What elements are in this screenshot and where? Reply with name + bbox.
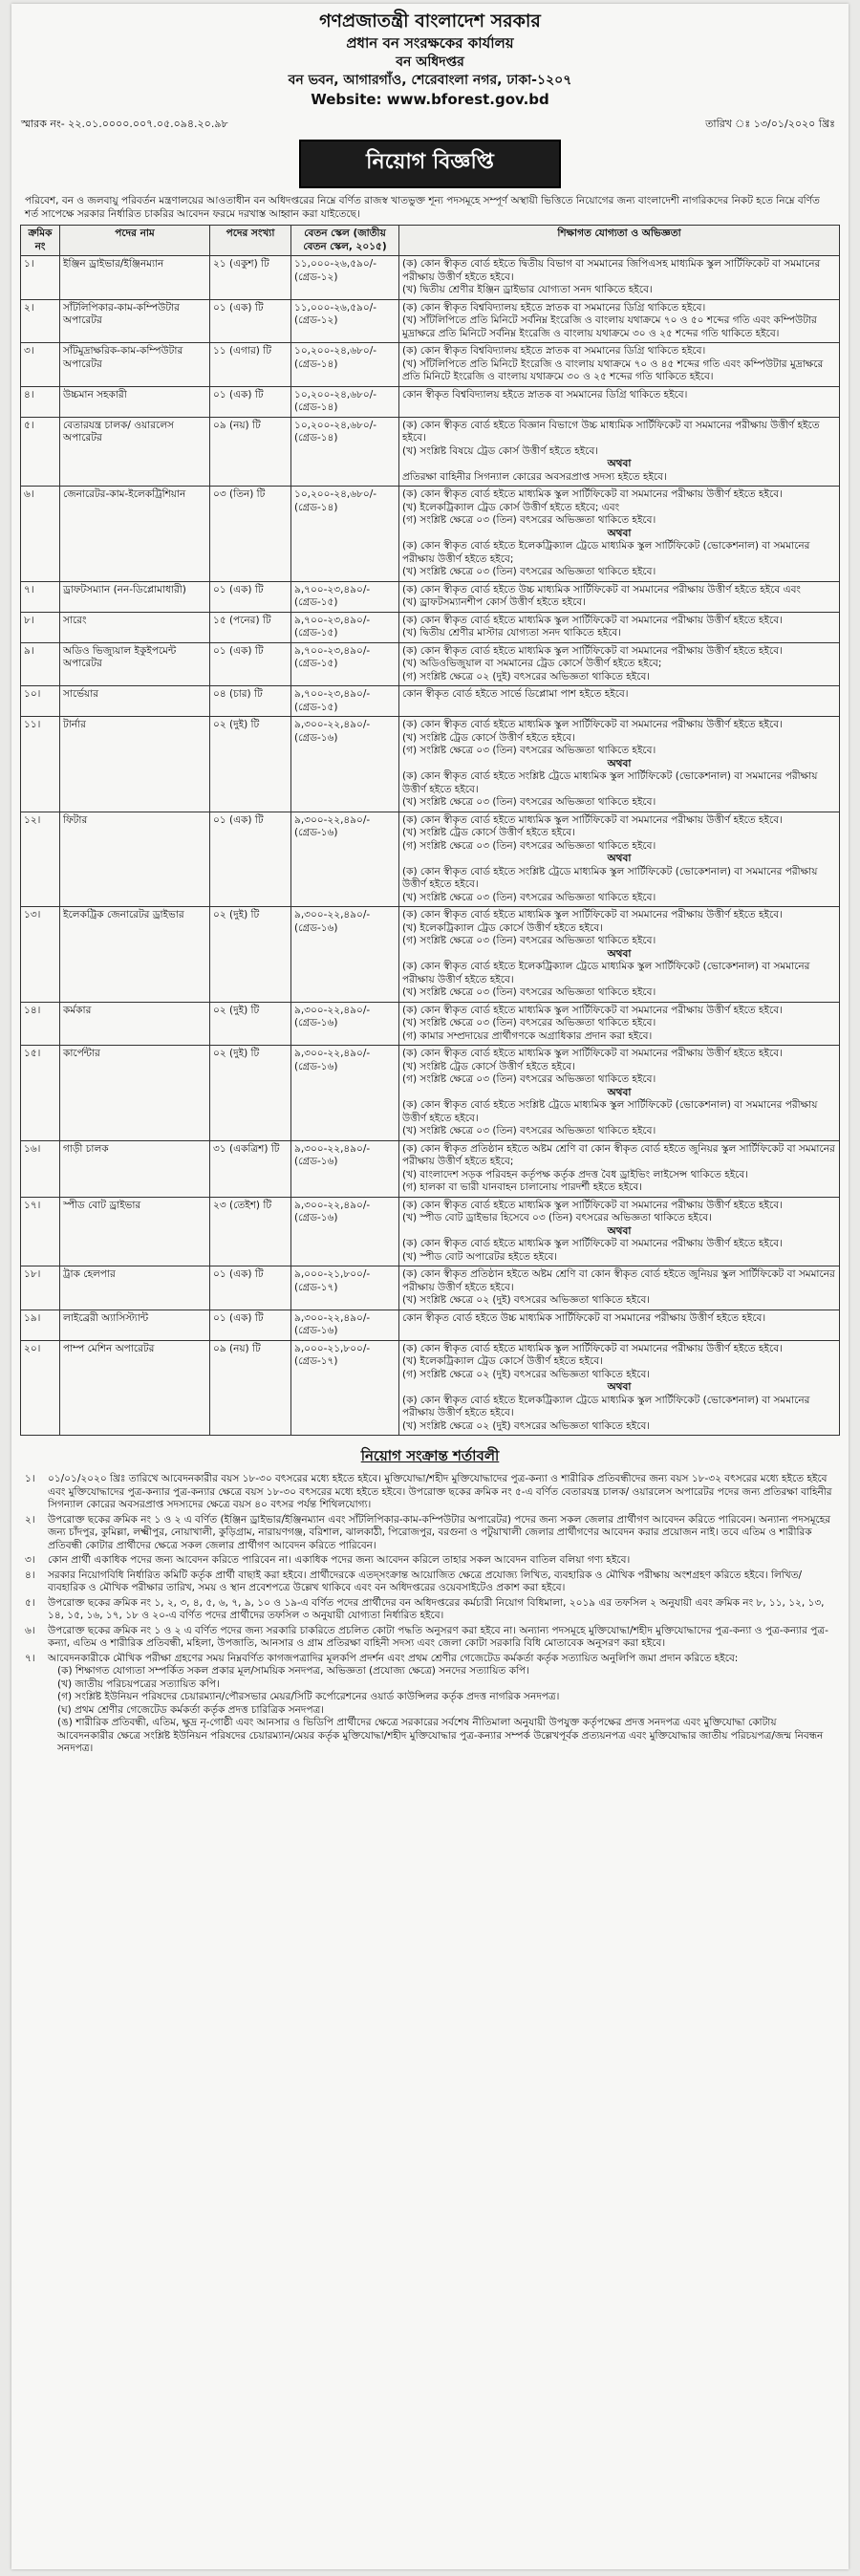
cell-serial: ১৯। <box>21 1310 60 1340</box>
term-text: আবেদনকারীকে মৌখিক পরীক্ষা গ্রহণের সময় নিম্নবর্ণিত কাগজপত্রাদির মূলকপি প্রদর্শন এবং প্রথম শ্রেণীর গেজেটেড কর্মকর্তা কর্তৃক সত্যায়িত অনুলিপি জমা প্রদান করিতে হইবে: <box>48 1652 739 1664</box>
cell-qualification <box>399 581 840 612</box>
office-address: বন ভবন, আগারগাঁও, শেরেবাংলা নগর, ঢাকা-১২০৭ <box>288 73 572 88</box>
cell-post-name: লাইব্রেরী অ্যাসিস্ট্যান্ট <box>60 1310 210 1340</box>
term-text-block <box>48 1625 835 1651</box>
cell-post-count: ০১ (এক) টি <box>210 386 291 417</box>
qualification-line: (খ) সংশ্লিষ্ট বিষয়ে ট্রেড কোর্স উত্তীর্ণ হইতে হইবে। <box>402 444 599 457</box>
qualification-line: (গ) সংশ্লিষ্ট ক্ষেত্রে ০২ (দুই) বৎসরের অভিজ্ঞতা থাকিতে হইবে। <box>402 670 651 682</box>
table-row <box>21 1310 840 1340</box>
cell-serial: ১৪। <box>21 1002 60 1046</box>
qualification-line: (খ) দ্বিতীয় শ্রেণীর মাস্টার যোগ্যতা সনদ থাকিতে হইবে। <box>402 627 622 639</box>
cell-post-count: ০৩ (তিন) টি <box>210 487 291 582</box>
qualification-line: অথবা <box>607 458 632 469</box>
qualification-line: (ক) কোন স্বীকৃত বোর্ড হইতে মাধ্যমিক স্কুল সার্টিফিকেট বা সমমানের পরীক্ষায় উত্তীর্ণ হইতে হইবে। <box>402 1048 783 1059</box>
cell-post-count: ০২ (দুই) টি <box>210 1002 291 1046</box>
cell-pay-scale: ৯,৩০০-২২,৪৯০/- (গ্রেড-১৬) <box>291 812 399 907</box>
intro-paragraph: পরিবেশ, বন ও জলবায়ু পরিবর্তন মন্ত্রণালয়ের আওতাধীন বন অধিদপ্তরের নিম্নে বর্ণিত রাজস্ব খাতভুক্ত শূন্য পদসমূহে সম্পূর্ণ অস্থায়ী ভিত্তিতে নিয়োগের জন্য বাংলাদেশী নাগরিকদের নিকট হতে নিম্নে বর্ণিত শর্ত সাপেক্ষে সরকার নির্ধারিত চাকরির আবেদন ফরমে দরখাস্ত আহ্বান করা যাইতেছে। <box>25 195 820 220</box>
table-row <box>21 686 840 717</box>
qualification-line: (গ) সংশ্লিষ্ট ক্ষেত্রে ০৩ (তিন) বৎসরের অভিজ্ঞতা থাকিতে হইবে। <box>402 745 656 756</box>
cell-post-name: কর্মকার <box>60 1002 210 1046</box>
qualification-line: (খ) সংশ্লিষ্ট ক্ষেত্রে ০২ (দুই) বৎসরের অভিজ্ঞতা থাকিতে হইবে। <box>402 1419 651 1432</box>
cell-post-count: ০১ (এক) টি <box>210 642 291 686</box>
cell-qualification <box>399 717 840 812</box>
reference-row <box>11 110 849 134</box>
cell-serial: ৪। <box>21 386 60 417</box>
cell-pay-scale: ৯,৩০০-২২,৪৯০/- (গ্রেড-১৬) <box>291 1046 399 1141</box>
term-text: উপরোক্ত ছকের ক্রমিক নং ১ ও ২ এ বর্ণিত পদের জন্য সরকারি চাকরিতে প্রচলিত কোটা পদ্ধতি অনুসরণ করা হইবে না। অন্যান্য পদসমূহে মুক্তিযোদ্ধা/শহীদ মুক্তিযোদ্ধাদের পুত্র-কন্যা ও পুত্র-কন্যার পুত্র-কন্যা, এতিম ও শারীরিক প্রতিবন্ধী, মহিলা, উপজাতি, আনসার ও গ্রাম প্রতিরক্ষা বাহিনী সদস্য এবং জেলা কোটা সরকারি বিধি মোতাবেক অনুসরণ করা হইবে। <box>48 1624 828 1649</box>
advertisement-page <box>11 4 849 2569</box>
qualification-line: (ক) কোন স্বীকৃত বোর্ড হইতে মাধ্যমিক স্কুল সার্টিফিকেট বা সমমানের পরীক্ষায় উত্তীর্ণ হইতে হইবে। <box>402 909 783 920</box>
cell-post-count: ৩১ (একত্রিশ) টি <box>210 1140 291 1197</box>
table-row <box>21 1140 840 1197</box>
cell-post-name: সাঁটলিপিকার-কাম-কম্পিউটার অপারেটর <box>60 299 210 343</box>
website: Website: www.bforest.gov.bd <box>311 91 549 108</box>
cell-post-count: ০১ (এক) টি <box>210 1266 291 1310</box>
qualification-line: (খ) দ্বিতীয় শ্রেণীর ইঞ্জিন ড্রাইভার যোগ্যতা সনদ থাকিতে হইবে। <box>402 284 653 295</box>
cell-qualification <box>399 417 840 487</box>
cell-post-name: কার্পেন্টার <box>60 1046 210 1141</box>
cell-post-name: অডিও ভিজ্যুয়াল ইকুইপমেন্ট অপারেটর <box>60 642 210 686</box>
cell-post-name: টার্নার <box>60 717 210 812</box>
table-row <box>21 717 840 812</box>
cell-qualification <box>399 1046 840 1141</box>
table-row <box>21 1266 840 1310</box>
qualification-line: (খ) ড্রাফটসম্যানশীপ কোর্স উত্তীর্ণ হইতে হইবে। <box>402 596 586 608</box>
term-text-block <box>48 1554 835 1568</box>
cell-post-count: ০২ (দুই) টি <box>210 907 291 1003</box>
qualification-line: (গ) সংশ্লিষ্ট ক্ষেত্রে ০৩ (তিন) বৎসরের অভিজ্ঞতা থাকিতে হইবে। <box>402 1073 656 1085</box>
cell-qualification <box>399 1340 840 1436</box>
notice-title: নিয়োগ বিজ্ঞপ্তি <box>299 140 561 188</box>
table-row <box>21 1340 840 1436</box>
term-text-block <box>48 1473 835 1512</box>
cell-post-count: ০১ (এক) টি <box>210 581 291 612</box>
col-qualification: শিক্ষাগত যোগ্যতা ও অভিজ্ঞতা <box>399 226 840 256</box>
cell-qualification <box>399 686 840 717</box>
cell-serial: ১৬। <box>21 1140 60 1197</box>
cell-pay-scale: ৯,০০০-২১,৮০০/- (গ্রেড-১৭) <box>291 1340 399 1436</box>
cell-post-count: ০৯ (নয়) টি <box>210 1340 291 1436</box>
qualification-line: (খ) সংশ্লিষ্ট ক্ষেত্রে ০৩ (তিন) বৎসরের অভিজ্ঞতা থাকিতে হইবে। <box>402 1017 656 1028</box>
col-post-name: পদের নাম <box>60 226 210 256</box>
qualification-line: (খ) সাঁটলিপিতে প্রতি মিনিটে সর্বনিম্ন ইংরেজি ও বাংলায় যথাক্রমে ৭০ ও ৫০ শব্দের গতি এবং কম্পিউটার মুদ্রাক্ষরে প্রতি মিনিটে সর্বনিম্ন ইংরেজি ও বাংলায় যথাক্রমে ৩০ ও ২৫ শব্দের গতি থাকিতে হইবে। <box>402 314 817 339</box>
qualification-line: (গ) সংশ্লিষ্ট ক্ষেত্রে ০৩ (তিন) বৎসরের অভিজ্ঞতা থাকিতে হইবে। <box>402 935 656 946</box>
qualification-line: (খ) অডিওভিজুয়াল বা সমমানের ট্রেড কোর্সে উত্তীর্ণ হইতে হইবে; <box>402 658 662 669</box>
cell-qualification <box>399 386 840 417</box>
qualification-line: (খ) সাঁটলিপিতে প্রতি মিনিটে ইংরেজি ও বাংলায় যথাক্রমে ৭০ ও ৪৫ শব্দের গতি এবং কম্পিউটার মুদ্রাক্ষরে প্রতি মিনিটে ইংরেজি ও বাংলায় যথাক্রমে ৩০ ও ২৫ শব্দের গতি থাকিতে হইবে। <box>402 357 824 382</box>
memo-date: তারিখ ঃ ১৩/০১/২০২০ খ্রিঃ <box>705 118 835 130</box>
table-row <box>21 417 840 487</box>
qualification-line: প্রতিরক্ষা বাহিনীর সিগন্যাল কোরের অবসরপ্রাপ্ত সদস্য হইতে হইবে। <box>402 470 667 483</box>
cell-qualification <box>399 343 840 387</box>
govt-name: গণপ্রজাতন্ত্রী বাংলাদেশ সরকার <box>319 11 541 32</box>
qualification-line: (ক) কোন স্বীকৃত বোর্ড হইতে মাধ্যমিক স্কুল সার্টিফিকেট বা সমমানের পরীক্ষায় উত্তীর্ণ হইতে হইবে। <box>402 614 783 626</box>
qualification-line: (খ) সংশ্লিষ্ট ক্ষেত্রে ০৩ (তিন) বৎসরের অভিজ্ঞতা থাকিতে হইবে। <box>402 796 656 808</box>
term-number: ৬। <box>25 1624 35 1636</box>
qualification-line: (ক) কোন স্বীকৃত বোর্ড হইতে মাধ্যমিক স্কুল সার্টিফিকেট বা সমমানের পরীক্ষায় উত্তীর্ণ হইতে হইবে। <box>402 488 783 500</box>
qualification-line: (ক) কোন স্বীকৃত প্রতিষ্ঠান হইতে অষ্টম শ্রেণি বা কোন স্বীকৃত বোর্ড হইতে জুনিয়র স্কুল সার্টিফিকেট বা সমমানের পরীক্ষায় উত্তীর্ণ হইতে হইবে। <box>402 1268 835 1293</box>
cell-post-name: সার্ভেয়ার <box>60 686 210 717</box>
term-number: ৪। <box>25 1569 35 1581</box>
qualification-line: (ক) কোন স্বীকৃত বোর্ড হইতে উচ্চ মাধ্যমিক সার্টিফিকেট বা সমমানের পরীক্ষায় উত্তীর্ণ হইতে হইবে এবং <box>402 583 801 595</box>
cell-serial: ৬। <box>21 487 60 582</box>
qualification-line: কোন স্বীকৃত বোর্ড হইতে সার্ভে ডিপ্লোমা পাশ হইতে হইবে। <box>402 688 629 700</box>
term-item <box>25 1653 835 1756</box>
cell-post-count: ০৯ (নয়) টি <box>210 417 291 487</box>
term-text: কোন প্রার্থী একাধিক পদের জন্য আবেদন করিতে পারিবেন না। একাধিক পদের জন্য আবেদন করিলে তাহার সকল আবেদন বাতিল বলিয়া গণ্য হইবে। <box>48 1554 631 1566</box>
cell-qualification <box>399 1266 840 1310</box>
table-row <box>21 487 840 582</box>
term-item <box>25 1514 835 1553</box>
cell-pay-scale: ১০,২০০-২৪,৬৮০/- (গ্রেড-১৪) <box>291 386 399 417</box>
cell-qualification <box>399 812 840 907</box>
qualification-line: অথবা <box>607 527 632 539</box>
cell-pay-scale: ১১,০০০-২৬,৫৯০/- (গ্রেড-১২) <box>291 299 399 343</box>
memo-number: স্মারক নং- ২২.০১.০০০০.০০৭.০৫.০৯৪.২০.৯৮ <box>21 118 228 130</box>
cell-post-count: ১৫ (পনের) টি <box>210 612 291 642</box>
cell-serial: ৩। <box>21 343 60 387</box>
cell-post-count: ১১ (এগার) টি <box>210 343 291 387</box>
letterhead <box>11 4 849 110</box>
qualification-line: অথবা <box>607 1381 632 1393</box>
cell-serial: ১৭। <box>21 1197 60 1266</box>
table-row <box>21 1197 840 1266</box>
cell-serial: ১০। <box>21 686 60 717</box>
qualification-line: (খ) সংশ্লিষ্ট ট্রেড কোর্সে উত্তীর্ণ হইতে হইবে। <box>402 731 575 744</box>
cell-serial: ৯। <box>21 642 60 686</box>
cell-post-name: জেনারেটর-কাম-ইলেকট্রিশিয়ান <box>60 487 210 582</box>
qualification-line: (ক) কোন স্বীকৃত বোর্ড হইতে মাধ্যমিক স্কুল সার্টিফিকেট বা সমমানের পরীক্ষায় উত্তীর্ণ হইতে হইবে। <box>402 1238 783 1249</box>
term-subitem: (ঙ) শারীরিক প্রতিবন্ধী, এতিম, ক্ষুদ্র নৃ-গোষ্ঠী এবং আনসার ও ভিডিপি প্রার্থীদের ক্ষেত্রে সরকারের সর্বশেষ নীতিমালা অনুযায়ী উপযুক্ত কর্তৃপক্ষের প্রদত্ত সনদপত্র এবং মুক্তিযোদ্ধা কোটায় আবেদনকারীর ক্ষেত্রে সংশ্লিষ্ট ইউনিয়ন পরিষদের চেয়ারম্যান/মেয়র কর্তৃক মুক্তিযোদ্ধা/শহীদ মুক্তিযোদ্ধার পুত্র-কন্যার সম্পর্ক উল্লেখপূর্বক প্রত্যয়নপত্র এবং মুক্তিযোদ্ধার জাতীয় পরিচয়পত্র/জন্ম নিবন্ধন সনদপত্র। <box>57 1717 824 1754</box>
col-post-count: পদের সংখ্যা <box>210 226 291 256</box>
qualification-line: (গ) হালকা বা ভারী যানবাহন চালানোয় পারদর্শী হইতে হইবে। <box>402 1181 642 1193</box>
term-text-block <box>48 1514 835 1553</box>
term-text: সরকার নিয়োগবিধি নির্ধারিত কমিটি কর্তৃক প্রার্থী বাছাই করা হইবে। প্রার্থীদেরকে এতদ্সংক্রান্ত আয়োজিত ক্ষেত্রে প্রযোজ্য লিখিত, ব্যবহারিক ও মৌখিক পরীক্ষায় অংশগ্রহণ করিতে হইবে। লিখিত/ব্যবহারিক ও মৌখিক পরীক্ষার তারিখ, সময় ও স্থান প্রবেশপত্রে উল্লেখ থাকিবে এবং বন অধিদপ্তরের ওয়েবসাইটেও প্রকাশ করা হইবে। <box>48 1569 803 1593</box>
terms-title: নিয়োগ সংক্রান্ত শর্তাবলী <box>360 1447 500 1464</box>
office-name: প্রধান বন সংরক্ষকের কার্যালয় <box>346 34 514 52</box>
cell-qualification <box>399 1310 840 1340</box>
cell-post-name: উচ্চমান সহকারী <box>60 386 210 417</box>
qualification-line: অথবা <box>607 853 632 864</box>
term-number: ১। <box>25 1473 35 1484</box>
cell-qualification <box>399 1197 840 1266</box>
table-row <box>21 581 840 612</box>
table-row <box>21 642 840 686</box>
term-text: ০১/০১/২০২০ খ্রিঃ তারিখে আবেদনকারীর বয়স ১৮-৩০ বৎসরের মধ্যে হইতে হইবে। মুক্তিযোদ্ধা/শহীদ মুক্তিযোদ্ধাদের পুত্র-কন্যা ও শারীরিক প্রতিবন্ধীদের জন্য বয়স ১৮-৩২ বৎসরের মধ্যে হইতে হইবে এবং মুক্তিযোদ্ধাদের পুত্র-কন্যার পুত্র-কন্যার ক্ষেত্রে বয়স ১৮-৩০ বৎসরের মধ্যে হইতে হইবে। উপরোক্ত ছকের ক্রমিক নং ৫-এ বর্ণিত বেতারযন্ত্র চালক/ ওয়ারলেস অপারেটর পদের জন্য প্রতিরক্ষা বাহিনীর সিগন্যাল কোরের অবসরপ্রাপ্ত সদস্যদের ক্ষেত্রে বয়স ৪০ বৎসর পর্যন্ত শিথিলযোগ্য। <box>48 1473 832 1510</box>
qualification-line: অথবা <box>607 1086 632 1098</box>
term-text-block <box>48 1569 835 1595</box>
table-row <box>21 299 840 343</box>
qualification-line: (গ) সংশ্লিষ্ট ক্ষেত্রে ০৩ (তিন) বৎসরের অভিজ্ঞতা থাকিতে হইবে। <box>402 514 656 526</box>
term-item <box>25 1569 835 1595</box>
vacancy-table <box>20 225 840 1436</box>
table-row <box>21 907 840 1003</box>
cell-post-name: ট্রাক হেলপার <box>60 1266 210 1310</box>
qualification-line: কোন স্বীকৃত বিশ্ববিদ্যালয় হইতে স্নাতক বা সমমানের ডিগ্রি থাকিতে হইবে। <box>402 388 688 400</box>
qualification-line: (খ) সংশ্লিষ্ট ক্ষেত্রে ০৩ (তিন) বৎসরের অভিজ্ঞতা থাকিতে হইবে। <box>402 1125 656 1136</box>
col-serial: ক্রমিক নং <box>21 226 60 256</box>
cell-pay-scale: ৯,৭০০-২৩,৪৯০/- (গ্রেড-১৫) <box>291 686 399 717</box>
cell-post-count: ০২ (দুই) টি <box>210 717 291 812</box>
cell-post-name: সারেং <box>60 612 210 642</box>
qualification-line: (গ) কামার সম্প্রদায়ের প্রার্থীগণকে অগ্রাধিকার প্রদান করা হইবে। <box>402 1029 653 1042</box>
qualification-line: (খ) সংশ্লিষ্ট ট্রেড কোর্সে উত্তীর্ণ হইতে হইবে। <box>402 1060 575 1072</box>
qualification-line: (ক) কোন স্বীকৃত বোর্ড হইতে ইলেকট্রিক্যাল ট্রেডে মাধ্যমিক স্কুল সার্টিফিকেট (ভোকেশনাল) বা সমমানের পরীক্ষায় উত্তীর্ণ হইতে হইবে। <box>402 1394 810 1418</box>
term-item <box>25 1473 835 1512</box>
cell-pay-scale: ৯,৭০০-২৩,৪৯০/- (গ্রেড-১৫) <box>291 642 399 686</box>
qualification-line: (ক) কোন স্বীকৃত প্রতিষ্ঠান হইতে অষ্টম শ্রেণি বা কোন স্বীকৃত বোর্ড হইতে জুনিয়র স্কুল সার্টিফিকেট বা সমমানের পরীক্ষায় উত্তীর্ণ হইতে হইবে; <box>402 1142 835 1167</box>
term-item <box>25 1625 835 1651</box>
qualification-line: (ক) কোন স্বীকৃত বোর্ড হইতে দ্বিতীয় বিভাগ বা সমমানের জিপিএসহ মাধ্যমিক স্কুল সার্টিফিকেট বা সমমানের পরীক্ষায় উত্তীর্ণ হইতে হইবে। <box>402 258 821 283</box>
qualification-line: (ক) কোন স্বীকৃত বোর্ড হইতে ইলেকট্রিক্যাল ট্রেডে মাধ্যমিক স্কুল সার্টিফিকেট (ভোকেশনাল) বা সমমানের পরীক্ষায় উত্তীর্ণ হইতে হইবে। <box>402 961 810 985</box>
cell-pay-scale: ৯,৭০০-২৩,৪৯০/- (গ্রেড-১৫) <box>291 581 399 612</box>
qualification-line: অথবা <box>607 1224 632 1237</box>
cell-pay-scale: ৯,৩০০-২২,৪৯০/- (গ্রেড-১৬) <box>291 907 399 1003</box>
table-row <box>21 812 840 907</box>
qualification-line: (ক) কোন স্বীকৃত বোর্ড হইতে ইলেকট্রিক্যাল ট্রেডে মাধ্যমিক স্কুল সার্টিফিকেট (ভোকেশনাল) বা সমমানের পরীক্ষায় উত্তীর্ণ হইতে হইবে; <box>402 540 810 565</box>
cell-pay-scale: ৯,৩০০-২২,৪৯০/- (গ্রেড-১৬) <box>291 1197 399 1266</box>
term-text: উপরোক্ত ছকের ক্রমিক নং ১, ২, ৩, ৪, ৫, ৬, ৭, ৯, ১০ ও ১৯-এ বর্ণিত পদের প্রার্থীদের বন অধিদপ্তরের কর্মচারী নিয়োগ বিধিমালা, ২০১৯ এর তফসিল ২ অনুযায়ী এবং ক্রমিক নং ৮, ১১, ১২, ১৩, ১৪, ১৫, ১৬, ১৭, ১৮ ও ২০-এ বর্ণিত পদের প্রার্থীদের তফসিল ৩ অনুযায়ী যোগ্যতা নির্ধারিত হইবে। <box>48 1596 825 1621</box>
cell-qualification <box>399 487 840 582</box>
table-row <box>21 1002 840 1046</box>
term-number: ৭। <box>25 1652 35 1664</box>
cell-qualification <box>399 299 840 343</box>
qualification-line: (খ) সংশ্লিষ্ট ক্ষেত্রে ০৩ (তিন) বৎসরের অভিজ্ঞতা থাকিতে হইবে। <box>402 986 656 998</box>
cell-pay-scale: ৯,৭০০-২৩,৪৯০/- (গ্রেড-১৫) <box>291 612 399 642</box>
qualification-line: (ক) কোন স্বীকৃত বোর্ড হইতে মাধ্যমিক স্কুল সার্টিফিকেট বা সমমানের পরীক্ষায় উত্তীর্ণ হইতে হইবে। <box>402 1004 783 1016</box>
cell-serial: ৮। <box>21 612 60 642</box>
cell-post-name: ইঞ্জিন ড্রাইভার/ইঞ্জিনম্যান <box>60 256 210 300</box>
qualification-line: (ক) কোন স্বীকৃত বোর্ড হইতে সংশ্লিষ্ট ট্রেডে মাধ্যমিক স্কুল সার্টিফিকেট (ভোকেশনাল) বা সমমানের পরীক্ষায় উত্তীর্ণ হইতে হইবে। <box>402 770 818 795</box>
cell-pay-scale: ১০,২০০-২৪,৬৮০/- (গ্রেড-১৪) <box>291 417 399 487</box>
qualification-line: (খ) বাংলাদেশ সড়ক পরিবহন কর্তৃপক্ষ কর্তৃক প্রদত্ত বৈধ ড্রাইভিং লাইসেন্স থাকিতে হইবে। <box>402 1168 748 1180</box>
table-row <box>21 1046 840 1141</box>
qualification-line: (খ) সংশ্লিষ্ট ক্ষেত্রে ০৩ (তিন) বৎসরের অভিজ্ঞতা থাকিতে হইবে। <box>402 566 656 577</box>
cell-serial: ১৩। <box>21 907 60 1003</box>
term-subitem: (খ) জাতীয় পরিচয়পত্রের সত্যায়িত কপি। <box>57 1678 220 1690</box>
qualification-line: (খ) সংশ্লিষ্ট ক্ষেত্রে ০২ (দুই) বৎসরের অভিজ্ঞতা থাকিতে হইবে। <box>402 1294 651 1306</box>
qualification-line: অথবা <box>607 947 632 960</box>
qualification-line: (খ) সংশ্লিষ্ট ক্ষেত্রে ০৩ (তিন) বৎসরের অভিজ্ঞতা থাকিতে হইবে। <box>402 891 656 903</box>
qualification-line: (ক) কোন স্বীকৃত বোর্ড হইতে মাধ্যমিক স্কুল সার্টিফিকেট বা সমমানের পরীক্ষায় উত্তীর্ণ হইতে হইবে। <box>402 644 783 657</box>
term-number: ২। <box>25 1513 35 1526</box>
cell-post-count: ০১ (এক) টি <box>210 1310 291 1340</box>
qualification-line: (খ) ইলেকট্রিক্যাল ট্রেড কোর্সে উত্তীর্ণ হইতে হইবে। <box>402 921 603 934</box>
cell-post-name: গাড়ী চালক <box>60 1140 210 1197</box>
col-pay-scale: বেতন স্কেল (জাতীয় বেতন স্কেল, ২০১৫) <box>291 226 399 256</box>
cell-qualification <box>399 1002 840 1046</box>
cell-qualification <box>399 642 840 686</box>
cell-post-name: বেতারযন্ত্র চালক/ ওয়ারলেস অপারেটর <box>60 417 210 487</box>
cell-serial: ১৫। <box>21 1046 60 1141</box>
table-header-row <box>21 226 840 256</box>
cell-qualification <box>399 612 840 642</box>
qualification-line: (খ) ইলেকট্রিক্যাল ট্রেড কোর্স উত্তীর্ণ হইতে হইবে; এবং <box>402 501 620 513</box>
cell-post-name: স্পীড বোট ড্রাইভার <box>60 1197 210 1266</box>
qualification-line: (খ) স্পীড বোট অপারেটর হইতে হইবে। <box>402 1250 558 1263</box>
terms-list <box>11 1473 849 1756</box>
term-subitem: (গ) সংশ্লিষ্ট ইউনিয়ন পরিষদের চেয়ারম্যান/পৌরসভার মেয়র/সিটি কর্পোরেশনের ওয়ার্ড কাউন্সিলর কর্তৃক প্রদত্ত নাগরিক সনদপত্র। <box>57 1691 560 1702</box>
cell-serial: ১২। <box>21 812 60 907</box>
term-number: ৩। <box>25 1554 35 1566</box>
cell-pay-scale: ৯,৩০০-২২,৪৯০/- (গ্রেড-১৬) <box>291 1140 399 1197</box>
term-item <box>25 1597 835 1623</box>
cell-post-count: ২৩ (তেইশ) টি <box>210 1197 291 1266</box>
qualification-line: (ক) কোন স্বীকৃত বোর্ড হইতে মাধ্যমিক স্কুল সার্টিফিকেট বা সমমানের পরীক্ষায় উত্তীর্ণ হইতে হইবে। <box>402 813 783 826</box>
department-name: বন অধিদপ্তর <box>396 54 464 70</box>
cell-pay-scale: ৯,৩০০-২২,৪৯০/- (গ্রেড-১৬) <box>291 1310 399 1340</box>
cell-post-name: সাঁটমুদ্রাক্ষরিক-কাম-কম্পিউটার অপারেটর <box>60 343 210 387</box>
qualification-line: (খ) স্পীড বোট ড্রাইভার হিসেবে ০৩ (তিন) বৎসরের অভিজ্ঞতা থাকিতে হইবে। <box>402 1212 712 1223</box>
cell-post-count: ২১ (একুশ) টি <box>210 256 291 300</box>
qualification-line: অথবা <box>607 757 632 769</box>
cell-post-name: ড্রাফটসম্যান (নন-ডিপ্লোমাধারী) <box>60 581 210 612</box>
cell-pay-scale: ৯,০০০-২১,৮০০/- (গ্রেড-১৭) <box>291 1266 399 1310</box>
qualification-line: (ক) কোন স্বীকৃত বোর্ড হইতে মাধ্যমিক স্কুল সার্টিফিকেট বা সমমানের পরীক্ষায় উত্তীর্ণ হইতে হইবে। <box>402 719 783 730</box>
qualification-line: (ক) কোন স্বীকৃত বোর্ড হইতে বিজ্ঞান বিভাগে উচ্চ মাধ্যমিক সার্টিফিকেট বা সমমানের পরীক্ষায় উত্তীর্ণ হইতে হইবে। <box>402 419 820 444</box>
qualification-line: (ক) কোন স্বীকৃত বোর্ড হইতে মাধ্যমিক স্কুল সার্টিফিকেট বা সমমানের পরীক্ষায় উত্তীর্ণ হইতে হইবে। <box>402 1342 783 1354</box>
cell-pay-scale: ১০,২০০-২৪,৬৮০/- (গ্রেড-১৪) <box>291 487 399 582</box>
qualification-line: (ক) কোন স্বীকৃত বিশ্ববিদ্যালয় হইতে স্নাতক বা সমমানের ডিগ্রি থাকিতে হইবে। <box>402 345 706 357</box>
table-row <box>21 256 840 300</box>
cell-qualification <box>399 256 840 300</box>
cell-serial: ১। <box>21 256 60 300</box>
cell-serial: ৫। <box>21 417 60 487</box>
term-item <box>25 1554 835 1568</box>
table-row <box>21 386 840 417</box>
table-row <box>21 343 840 387</box>
cell-pay-scale: ৯,৩০০-২২,৪৯০/- (গ্রেড-১৬) <box>291 717 399 812</box>
term-text-block <box>48 1653 835 1756</box>
qualification-line: (ক) কোন স্বীকৃত বোর্ড হইতে সংশ্লিষ্ট ট্রেডে মাধ্যমিক স্কুল সার্টিফিকেট (ভোকেশনাল) বা সমমানের পরীক্ষায় উত্তীর্ণ হইতে হইবে। <box>402 1099 818 1124</box>
qualification-line: (খ) সংশ্লিষ্ট ট্রেড কোর্সে উত্তীর্ণ হইতে হইবে। <box>402 827 575 838</box>
table-row <box>21 612 840 642</box>
cell-qualification <box>399 1140 840 1197</box>
cell-qualification <box>399 907 840 1003</box>
cell-serial: ২০। <box>21 1340 60 1436</box>
cell-serial: ১১। <box>21 717 60 812</box>
qualification-line: (গ) সংশ্লিষ্ট ক্ষেত্রে ০২ (দুই) বৎসরের অভিজ্ঞতা থাকিতে হইবে। <box>402 1368 651 1380</box>
qualification-line: (ক) কোন স্বীকৃত বোর্ড হইতে সংশ্লিষ্ট ট্রেডে মাধ্যমিক স্কুল সার্টিফিকেট (ভোকেশনাল) বা সমমানের পরীক্ষায় উত্তীর্ণ হইতে হইবে। <box>402 865 818 890</box>
cell-post-count: ০২ (দুই) টি <box>210 1046 291 1141</box>
cell-serial: ৭। <box>21 581 60 612</box>
qualification-line: (ক) কোন স্বীকৃত বিশ্ববিদ্যালয় হইতে স্নাতক বা সমমানের ডিগ্রি থাকিতে হইবে। <box>402 301 706 314</box>
cell-post-count: ০১ (এক) টি <box>210 299 291 343</box>
term-text-block <box>48 1597 835 1623</box>
cell-serial: ১৮। <box>21 1266 60 1310</box>
qualification-line: কোন স্বীকৃত বোর্ড হইতে উচ্চ মাধ্যমিক সার্টিফিকেট বা সমমানের পরীক্ষায় উত্তীর্ণ হইতে হইবে। <box>402 1311 766 1324</box>
cell-post-name: পাম্প মেশিন অপারেটর <box>60 1340 210 1436</box>
cell-serial: ২। <box>21 299 60 343</box>
cell-post-count: ০৪ (চার) টি <box>210 686 291 717</box>
qualification-line: (গ) সংশ্লিষ্ট ক্ষেত্রে ০৩ (তিন) বৎসরের অভিজ্ঞতা থাকিতে হইবে। <box>402 839 656 852</box>
term-text: উপরোক্ত ছকের ক্রমিক নং ১ ও ২ এ বর্ণিত (ইঞ্জিন ড্রাইভার/ইঞ্জিনম্যান এবং সাঁটলিপিকার-কাম-কম্পিউটার অপারেটর) পদের জন্য সকল জেলার প্রার্থীগণ আবেদন করিতে পারিবেন। অন্যান্য পদসমূহের জন্য চাঁদপুর, কুমিল্লা, লক্ষ্মীপুর, নোয়াখালী, কুড়িগ্রাম, নারায়ণগঞ্জ, বরিশাল, ঝালকাঠী, পিরোজপুর, বরগুনা ও পটুয়াখালী জেলার প্রার্থীগণের আবেদন করার প্রয়োজন নাই। তবে এতিম ও শারীরিক প্রতিবন্ধী কোটার প্রার্থীদের ক্ষেত্রে সকল জেলার প্রার্থীগণ আবেদন করিতে পারিবেন। <box>48 1513 831 1551</box>
cell-pay-scale: ১১,০০০-২৬,৫৯০/- (গ্রেড-১২) <box>291 256 399 300</box>
term-number: ৫। <box>25 1596 35 1609</box>
term-subitem: (ঘ) প্রথম শ্রেণীর গেজেটেড কর্মকর্তা কর্তৃক প্রদত্ত চারিত্রিক সনদপত্র। <box>57 1703 325 1716</box>
term-subitem: (ক) শিক্ষাগত যোগ্যতা সম্পর্কিত সকল প্রকার মূল/সাময়িক সনদপত্র, অভিজ্ঞতা (প্রযোজ্য ক্ষেত্রে) সনদের সত্যায়িত কপি। <box>57 1665 529 1677</box>
cell-pay-scale: ৯,৩০০-২২,৪৯০/- (গ্রেড-১৬) <box>291 1002 399 1046</box>
qualification-line: (খ) ইলেকট্রিক্যাল ট্রেড কোর্সে উত্তীর্ণ হইতে হইবে। <box>402 1355 603 1367</box>
cell-post-name: ফিটার <box>60 812 210 907</box>
cell-post-count: ০১ (এক) টি <box>210 812 291 907</box>
cell-pay-scale: ১০,২০০-২৪,৬৮০/- (গ্রেড-১৪) <box>291 343 399 387</box>
qualification-line: (ক) কোন স্বীকৃত বোর্ড হইতে মাধ্যমিক স্কুল সার্টিফিকেট বা সমমানের পরীক্ষায় উত্তীর্ণ হইতে হইবে। <box>402 1199 783 1211</box>
cell-post-name: ইলেকট্রিক জেনারেটর ড্রাইভার <box>60 907 210 1003</box>
